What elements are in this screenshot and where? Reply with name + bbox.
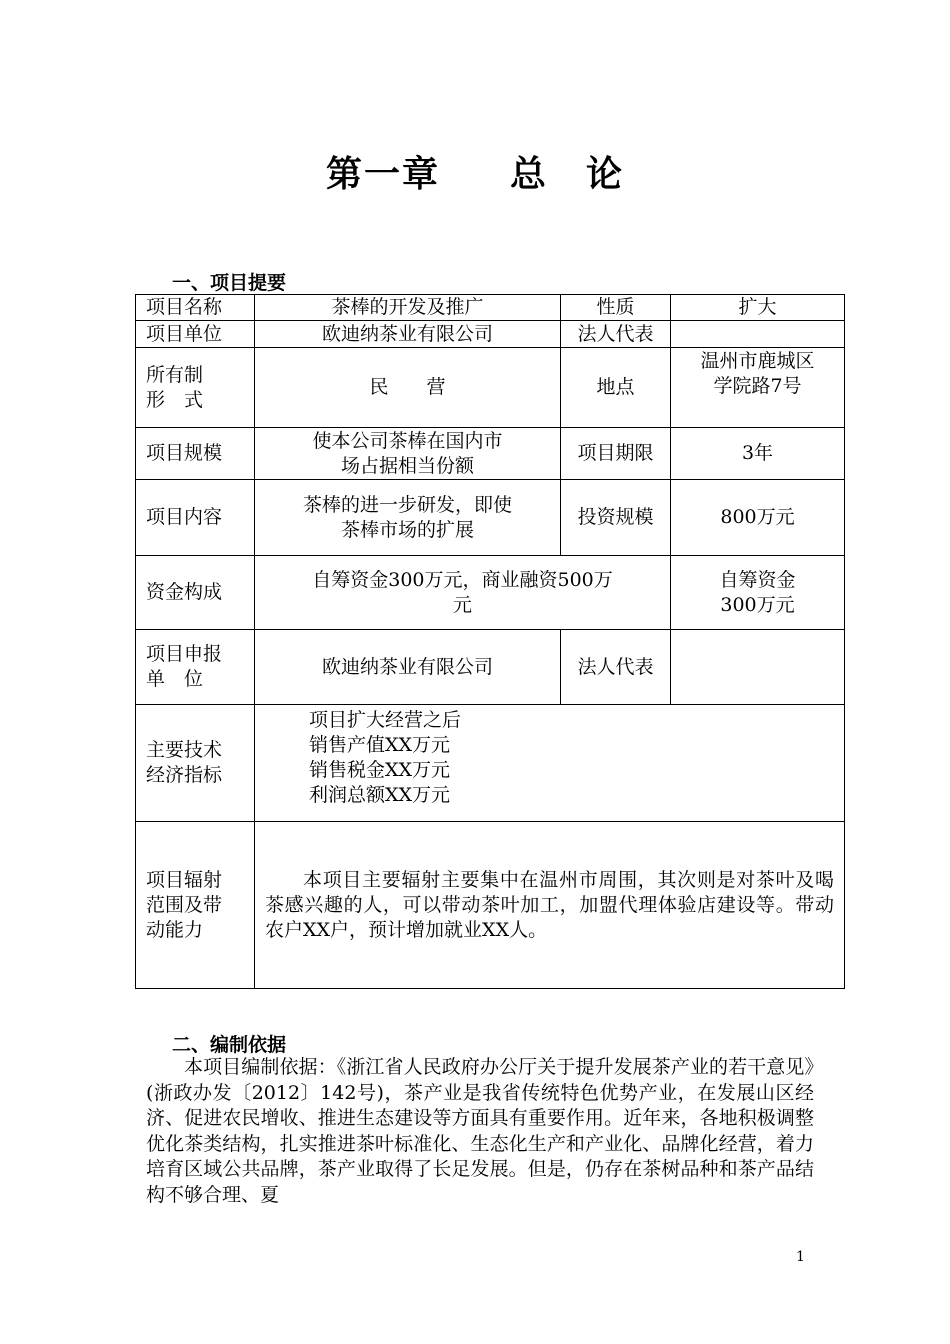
value-cell — [671, 630, 845, 705]
label-cell: 主要技术 经济指标 — [136, 705, 255, 822]
value-cell: 扩大 — [671, 295, 845, 321]
table-row — [136, 428, 845, 480]
page-number: 1 — [796, 1249, 805, 1265]
table-row — [136, 556, 845, 630]
label-cell: 项目期限 — [561, 428, 671, 480]
label-cell: 项目内容 — [136, 480, 255, 556]
value-cell: 本项目主要辐射主要集中在温州市周围，其次则是对茶叶及喝茶感兴趣的人，可以带动茶叶加工，加盟代理体验店建设等。带动农户XX户，预计增加就业XX人。 — [255, 822, 845, 989]
section-heading-basis: 二、编制依据 — [172, 1034, 287, 1056]
table-row — [136, 822, 845, 989]
value-cell: 使本公司茶棒在国内市 场占据相当份额 — [255, 428, 561, 480]
chapter-name: 总 论 — [510, 154, 625, 195]
label-cell: 项目辐射 范围及带 动能力 — [136, 822, 255, 989]
label-cell: 法人代表 — [561, 321, 671, 348]
label-cell: 所有制 形 式 — [136, 348, 255, 428]
value-cell: 茶棒的开发及推广 — [255, 295, 561, 321]
label-cell: 资金构成 — [136, 556, 255, 630]
value-cell: 茶棒的进一步研发，即使 茶棒市场的扩展 — [255, 480, 561, 556]
value-cell: 欧迪纳茶业有限公司 — [255, 630, 561, 705]
label-cell: 法人代表 — [561, 630, 671, 705]
value-cell — [671, 321, 845, 348]
value-cell: 800万元 — [671, 480, 845, 556]
label-cell: 项目单位 — [136, 321, 255, 348]
value-cell: 自筹资金300万元，商业融资500万 元 — [255, 556, 671, 630]
label-cell: 项目规模 — [136, 428, 255, 480]
table-row — [136, 705, 845, 822]
table-row — [136, 348, 845, 428]
table-row — [136, 630, 845, 705]
value-cell: 3年 — [671, 428, 845, 480]
table-row — [136, 321, 845, 348]
label-cell: 性质 — [561, 295, 671, 321]
label-cell: 地点 — [561, 348, 671, 428]
value-cell: 民 营 — [255, 348, 561, 428]
label-cell: 项目申报 单 位 — [136, 630, 255, 705]
basis-paragraph: 本项目编制依据：《浙江省人民政府办公厅关于提升发展茶产业的若干意见》(浙政办发〔2012〕142号)，茶产业是我省传统特色优势产业，在发展山区经济、促进农民增收、推进生态建设等方面具有重要作用。近年来，各地积极调整优化茶类结构，扎实推进茶叶标准化、生态化生产和产业化、品牌化经营，着力培育区域公共品牌，茶产业取得了长足发展。但是，仍存在茶树品种和茶产品结构不够合理、夏 — [146, 1056, 814, 1206]
label-cell: 项目名称 — [136, 295, 255, 321]
basis-text — [146, 1055, 814, 1208]
table-row — [136, 480, 845, 556]
chapter-label: 第一章 — [325, 154, 440, 195]
label-cell: 投资规模 — [561, 480, 671, 556]
value-cell: 温州市鹿城区 学院路7号 — [671, 348, 845, 428]
value-cell: 项目扩大经营之后 销售产值XX万元 销售税金XX万元 利润总额XX万元 — [255, 705, 845, 822]
value-cell: 自筹资金 300万元 — [671, 556, 845, 630]
chapter-title — [0, 146, 950, 197]
section-heading-summary: 一、项目提要 — [172, 272, 287, 294]
value-cell: 欧迪纳茶业有限公司 — [255, 321, 561, 348]
table-row — [136, 295, 845, 321]
project-summary-table — [135, 294, 845, 989]
